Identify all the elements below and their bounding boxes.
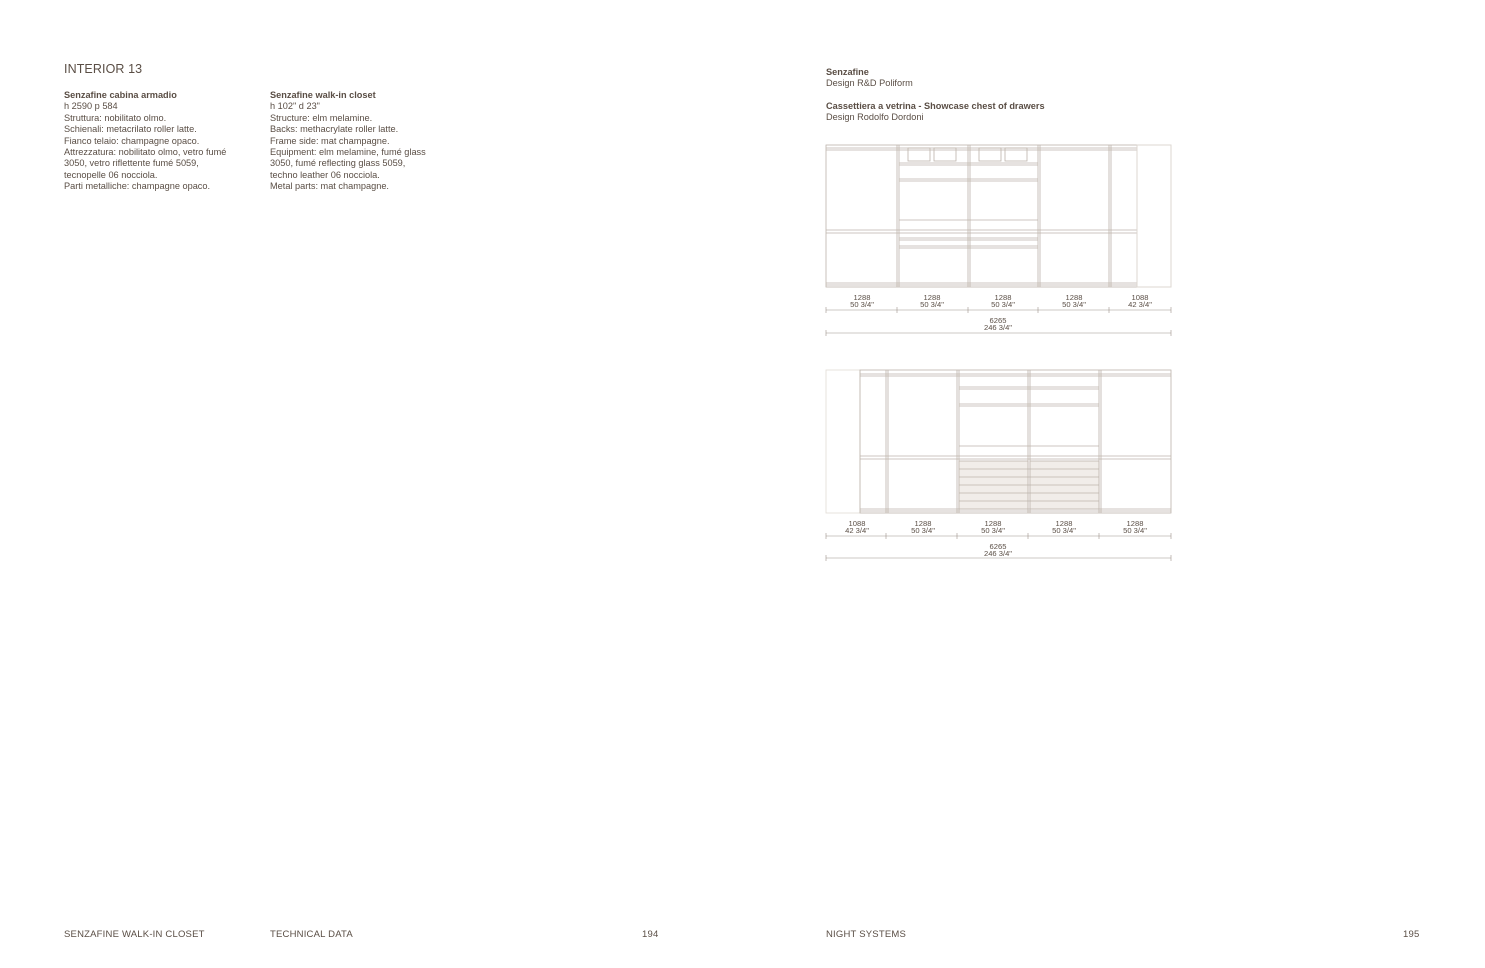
dim-label: 50 3/4" xyxy=(1062,300,1086,309)
footer-title: SENZAFINE WALK-IN CLOSET xyxy=(64,929,205,940)
spec-line: Fianco telaio: champagne opaco. xyxy=(64,135,200,146)
spec-line: Backs: methacrylate roller latte. xyxy=(270,124,399,135)
spec-line: tecnopelle 06 nocciola. xyxy=(64,169,158,180)
spec-line: techno leather 06 nocciola. xyxy=(270,169,380,180)
spec-line: h 102" d 23" xyxy=(270,101,320,112)
dim-label: 1288 xyxy=(994,293,1012,302)
dim-label: 1288 xyxy=(923,293,941,302)
spec-line: 3050, fumé reflecting glass 5059, xyxy=(270,158,406,169)
dim-label: 1288 xyxy=(853,293,871,302)
dim-total-label: 246 3/4" xyxy=(983,549,1013,558)
footer-section: TECHNICAL DATA xyxy=(270,929,353,940)
spec-line: Metal parts: mat champagne. xyxy=(270,181,389,192)
product-name-2: Cassettiera a vetrina - Showcase chest of drawers xyxy=(826,101,1045,111)
dim-label: 1288 xyxy=(1055,519,1073,528)
dim-label: 1288 xyxy=(1065,293,1083,302)
footer-section-right: NIGHT SYSTEMS xyxy=(826,929,907,940)
product-designer: Design R&D Poliform xyxy=(826,78,913,89)
dim-label: 50 3/4" xyxy=(981,526,1005,535)
dim-label: 50 3/4" xyxy=(991,300,1015,309)
spec-line: 3050, vetro riflettente fumé 5059, xyxy=(64,158,199,169)
dim-label: 50 3/4" xyxy=(850,300,874,309)
dim-label: 1088 xyxy=(848,519,866,528)
dim-label: 1288 xyxy=(1126,519,1144,528)
dim-label: 50 3/4" xyxy=(920,300,944,309)
page-heading: INTERIOR 13 xyxy=(64,62,143,76)
dim-label: 50 3/4" xyxy=(1123,526,1147,535)
dim-label: 42 3/4" xyxy=(845,526,869,535)
page-number-left: 194 xyxy=(642,929,659,940)
dim-label: 1288 xyxy=(914,519,932,528)
dim-total-label: 246 3/4" xyxy=(983,323,1013,332)
dim-label: 50 3/4" xyxy=(1052,526,1076,535)
page-number-right: 195 xyxy=(1403,929,1420,940)
spec-line: Schienali: metacrilato roller latte. xyxy=(64,124,197,135)
dim-label: 1088 xyxy=(1131,293,1149,302)
dim-total-label: 6265 xyxy=(989,316,1007,325)
dim-label: 50 3/4" xyxy=(911,526,935,535)
dim-total-label: 6265 xyxy=(989,542,1007,551)
english-spec-title: Senzafine walk-in closet xyxy=(270,90,376,100)
spec-line: h 2590 p 584 xyxy=(64,101,118,112)
italian-spec-title: Senzafine cabina armadio xyxy=(64,90,177,100)
spec-line: Parti metalliche: champagne opaco. xyxy=(64,181,211,192)
spec-line: Attrezzatura: nobilitato olmo, vetro fumé xyxy=(64,147,227,158)
product-designer-2: Design Rodolfo Dordoni xyxy=(826,112,924,123)
dim-label: 42 3/4" xyxy=(1128,300,1152,309)
spec-line: Structure: elm melamine. xyxy=(270,112,373,123)
spec-line: Frame side: mat champagne. xyxy=(270,135,390,146)
spec-line: Equipment: elm melamine, fumé glass xyxy=(270,147,426,158)
spec-line: Struttura: nobilitato olmo. xyxy=(64,112,167,123)
dim-label: 1288 xyxy=(984,519,1002,528)
product-name: Senzafine xyxy=(826,67,869,77)
